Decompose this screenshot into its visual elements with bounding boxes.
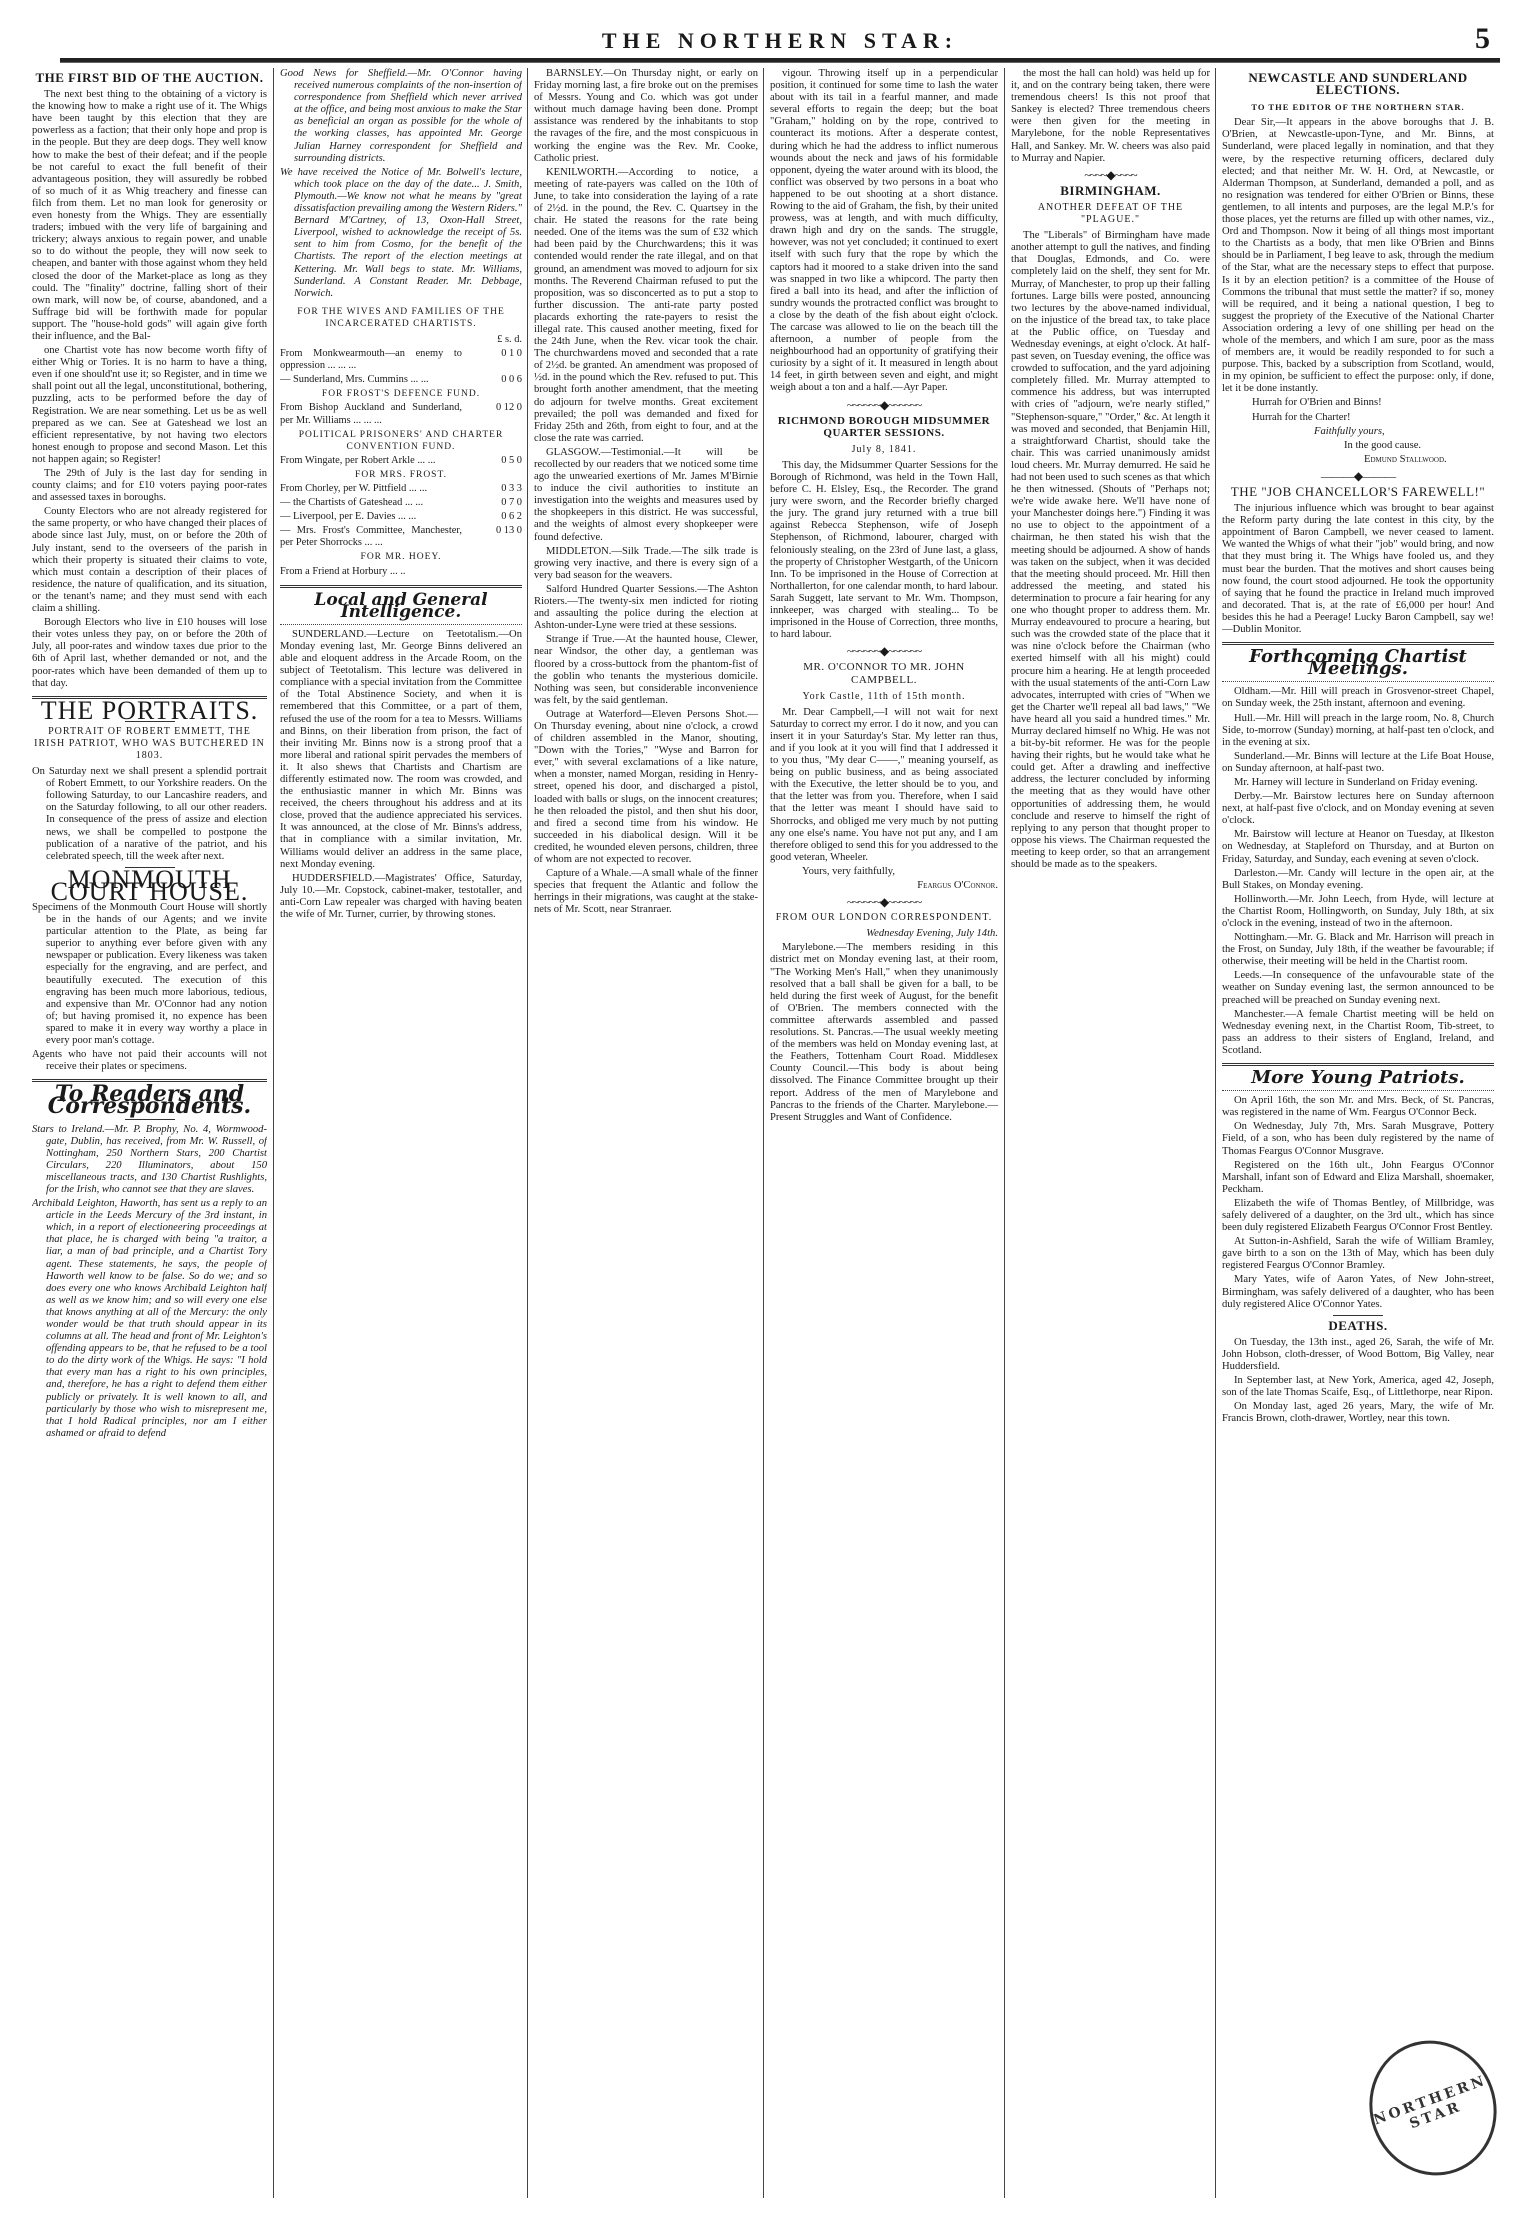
table-row: — Liverpool, per E. Davies ... ... 0 6 2 [280, 511, 522, 523]
dotted-rule [1222, 1090, 1494, 1091]
newspaper-title: THE NORTHERN STAR: [601, 28, 959, 53]
column-divider [763, 68, 764, 2198]
death-item: In September last, at New York, America, aged 42, Joseph, son of the late Thomas Scaife, Esq., of Littlethorpe, near Ripon. [1222, 1375, 1494, 1399]
letter-closing: Faithfully yours, [1314, 425, 1385, 437]
meeting-item: Derby.—Mr. Bairstow lectures here on Sunday afternoon next, at half-past five o'clock, and on Monday evening at seven o'clock. [1222, 791, 1494, 827]
article-body-monmouth: Agents who have not paid their accounts will not receive their plates or specimens. [32, 1049, 267, 1073]
meeting-item: Leeds.—In consequence of the unfavourable state of the weather on Sunday evening last, the sermon announced to be preached will be preached on Sunday evening next. [1222, 970, 1494, 1006]
page-number: 5 [1475, 22, 1490, 55]
article-body-portraits: On Saturday next we shall present a splendid portrait of Robert Emmett, to our Yorkshire readers. On the following Saturday, to our Lancashire readers, and on the Saturday following, to all our other readers. In consequence of the press of assize and election news, we shall be compelled to postpone the publication of a narative of the patriot, and his celebrated speech, till the week after next. [32, 766, 267, 862]
section-title-deaths: DEATHS. [1328, 1317, 1388, 1333]
letter-signature: Feargus O'Connor. [917, 880, 998, 891]
article-title-birmingham: BIRMINGHAM. [1060, 182, 1161, 198]
section-title-local: Local and General Intelligence. [314, 589, 488, 622]
column-divider [1004, 68, 1005, 2198]
register-paragraph: one Chartist vote has now become worth fifty of either Whig or Tories. It is no harm to have a thing, even if one should'nt use it; so Register, and in time we shall point out all the legal, unconstitutional, bothering, puzzling, acts to be performed before the day of Registration. We are near something. Let us be as well prepared as we can. See at Gateshead we lost an efficient representative, by not having two electors honest enough to propose and second Mason. Let this not happen again; so Register! [32, 345, 267, 465]
birth-item: Registered on the 16th ult., John Feargus O'Connor Marshall, infant son of Edward and Eliza Marshall, shoemaker, Peckham. [1222, 1159, 1494, 1195]
column-3 [534, 68, 758, 2198]
article-title-campbell: MR. O'CONNOR TO MR. JOHN CAMPBELL. [803, 661, 965, 686]
news-item-whale: Capture of a Whale.—A small whale of the finner species that frequent the Atlantic and follow the herrings in their migrations, was caught at the stake-nets of Mr. Scott, near Stranraer. [534, 868, 758, 916]
article-title-farewell: THE "JOB CHANCELLOR'S FAREWELL!" [1230, 484, 1486, 499]
letter-closing: Yours, very faithfully, [802, 865, 895, 877]
section-rule [280, 585, 522, 588]
news-item-waterford: Outrage at Waterford—Eleven Persons Shot.—On Thursday evening, about nine o'clock, a crowd of children assembled in the Manor, shouting, "Down with the Tories," "Wyse and Barron for ever," with several exclamations of a like nature, when a monster, named Morgan, residing in Henry-street, opened his door, and discharged a pistol, loaded with balls or slugs, on the innocent creatures; he then reloaded the pistol, and then shut his door, and fired a second time from his window. He succeeded in his diabolical design. Will it be credited, he wounded eleven persons, children, three of whom are not expected to recover. [534, 708, 758, 865]
section-rule [1222, 642, 1494, 645]
section-title-patriots: More Young Patriots. [1251, 1067, 1465, 1089]
birth-item: On Wednesday, July 7th, Mrs. Sarah Musgrave, Pottery Field, of a son, who has been duly registered by the name of Thomas Feargus O'Connor Musgrave. [1222, 1121, 1494, 1157]
article-title-auction: THE FIRST BID OF THE AUCTION. [35, 70, 264, 85]
meeting-item: Sunderland.—Mr. Binns will lecture at the Life Boat House, on Sunday afternoon, at half-past two. [1222, 750, 1494, 774]
meeting-item: Hull.—Mr. Hill will preach in the large room, No. 8, Church Side, to-morrow (Sunday) morning, at half-past ten o'clock, and in the evening at six. [1222, 712, 1494, 748]
meeting-item: Mr. Harney will lecture in Sunderland on Friday evening. [1234, 776, 1478, 788]
masthead [60, 20, 1500, 62]
article-title-newcastle: NEWCASTLE AND SUNDERLAND ELECTIONS. [1248, 70, 1468, 98]
column-4 [770, 68, 998, 2198]
register-paragraph: County Electors who are not already registered for the same property, or who have changed their places of abode since last July, must, on or before the 20th of July instant, send to the overseers of the parish in which their property is situated their claims to vote, which must contain a description of their places of residence, the nature of qualification, and its situation, or the tenant's name; and they must send with each claim a shilling. [32, 506, 267, 615]
article-body-auction: The next best thing to the obtaining of a victory is the knowing how to make a right use of it. The Whigs have been taught by this election that they are powerless as a faction; that their only hope and prop is in the people. But they are deep dogs. They well know how to make the best of their defeat; and if the people be not careful to exact the full benefit of their advantageous position, they will assuredly be robbed of so much of it as Whig treachery and finesse can filch from them. Let no man look for generosity or even honesty from the Whigs. They are essentially traders; imbued with the very life of bargaining and trickery; always anxious to regain power, and unable so to do without the people, they will now seek to cheapen, and banter with those against whom they held closed the door of the Market-place as long as they could. The "finality" doctrine, falling short of their own mark, will now be, of course, abandoned, and a Suffrage bid will be forthwith made for popular support. The "house-hold gods" will again give forth their influence, and the Bal- [32, 89, 267, 342]
table-row: From Wingate, per Robert Arkle ... ... 0 5 0 [280, 454, 522, 466]
short-rule [1333, 1315, 1383, 1316]
register-paragraph: The 29th of July is the last day for sending in county claims; and for £10 voters paying poor-rates and assessed taxes in boroughs. [32, 468, 267, 504]
news-item-huddersfield: HUDDERSFIELD.—Magistrates' Office, Saturday, July 10.—Mr. Copstock, cabinet-maker, testotaller, and anti-Corn Law repealer was charged with having beaten the wife of Mr. Turner, currier, by throwing stones. [280, 872, 522, 920]
ornament-divider: ~~~~~~◆~~~~~~ [846, 397, 922, 412]
letter-line: Hurrah for the Charter! [1252, 411, 1351, 423]
letter-closing: In the good cause. [1344, 439, 1422, 451]
ornament-divider: ———◆——— [1320, 468, 1396, 483]
article-body-richmond: This day, the Midsummer Quarter Sessions for the Borough of Richmond, was held in the Town Hall, before C. H. Elsley, Esq., the Recorder. The grand jury were sworn, and the Recorder briefly charged the jury. The grand jury returned with a true bill against Rebecca Stephenson, wife of Joseph Stephenson, of Richmond, labourer, charged with feloniously stealing, on the 23rd of June last, a glass, the property of Christopher Westgarth, of the Unicorn Inn. To be imprisoned in the House of Correction at Northallerton, for one calendar month, to hard labour. Sarah Suggett, late servant to Mr. Wm. Thompson, innkeeper, was charged with stealing... To be imprisoned in the House of Correction, three months, to hard labour. [770, 459, 998, 641]
article-body-london: Marylebone.—The members residing in this district met on Monday evening last, at their room, "The Working Men's Hall," when they unanimously resolved that a ball shall be given for a ball, to be held during the first week of August, for the benefit of O'Brien. The members connected with the committee afterwards assembled and passed resolutions. St. Pancras.—The usual weekly meeting of the members was held on Monday evening last, at the Feathers, Tottenham Court Road. Middlesex County Council.—This body is about being dissolved. The Finance Committee brought up their report. Address of the men of Marylebone and Pancras to the friends of the Charter. Marylebone.—Present Struggles and Want of Confidence. [770, 942, 998, 1123]
fund-heading: FOR MRS. FROST. [355, 469, 447, 480]
column-2 [280, 68, 522, 2198]
notice-paragraph: We have received the Notice of Mr. Bolwell's lecture, which took place on the day of the date... J. Smith, Plymouth.—We know not what he means by "great dissatisfaction prevailing among the Western Riders." Bernard M'Cartney, of 13, Oxon-Hall Street, Liverpool, wished to acknowledge the receipt of 5s. sent to him from Cosmo, for the benefit of the Chartists. The report of the election meetings at Kettering. Mr. Wall begs to state. Mr. Williams, Sunderland. A Constant Reader. Mr. Debbage, Norwich. [280, 166, 522, 299]
letter-line: Hurrah for O'Brien and Binns! [1252, 397, 1382, 409]
subscription-table [280, 333, 522, 579]
table-row: From Monkwearmouth—an enemy to oppression ... ... ... 0 1 0 [280, 348, 522, 372]
currency-header: £ s. d. [497, 333, 522, 345]
article-body-farewell: The injurious influence which was brought to bear against the Reform party during the late contest in this city, by the appointment of Baron Campbell, we never ceased to lament. We wanted the Whigs of what their "job" would bring, and now that they must bring it. The Whigs have fooled us, and they must bear the burden. That the motives and short causes being now found, the court stood adjourned. He took the opportunity of saying that he found the practice in Ireland much improved and decorated. That is, at the rate of £6,000 per hour! And besides this he had a Peerage! Lucky Baron Campbell, say we!—Dublin Monitor. [1222, 503, 1494, 636]
article-dateline-campbell: York Castle, 11th of 15th month. [802, 690, 966, 702]
article-body-newcastle: Dear Sir,—It appears in the above boroughs that J. B. O'Brien, at Newcastle-upon-Tyne, and Mr. Binns, at Sunderland, were placed legally in nomination, and that they were, by the respective returning officers, declared duly elected; and that neither Mr. W. H. Ord, at Newcastle, or Alderman Thompson, at Sunderland, demanded a poll, and as no resignation was tendered for either O'Brien or Binns, these gentlemen, to all intents and purposes, are the legal M.P.'s for those places, yet the returns are filled up with other names, viz., Ord and Thompson. Now it being of all things most important to the Chartists as a body, that men like O'Brien and Binns should be in Parliament, I beg leave to ask, through the medium of the Star, what are the necessary steps to effect that purpose. Is it by an election petition? is a committee of the House of Commons the tribunal that must settle the matter? if so, money will be required, and it being a national question, I beg to suggest the propriety of the Executive of the National Charter Association ordering a levy of one shilling per head on the whole of the members, and which I am sure, poor as the mass of members are, it would be readily responded to for such a purpose. This, backed by a subscription from Scotland, would, in my opinion, be sufficient to effect the purpose: only, if done, let it be done instantly. [1222, 117, 1494, 395]
article-date-richmond: July 8, 1841. [851, 443, 917, 455]
meeting-item: Manchester.—A female Chartist meeting will be held on Wednesday evening next, in the Chartist Room, Tib-street, to pass an address to their sisters of England, Ireland, and Scotland. [1222, 1008, 1494, 1056]
news-item-sunderland: SUNDERLAND.—Lecture on Teetotalism.—On Monday evening last, Mr. George Binns delivered an able and eloquent address in the Arcade Room, on the subject of Teetotalism. This lecture was delivered in compliance with a special invitation from the Committee of the Total Abstinence Society, and when it is remembered that this Committee, or a part of them, refused the use of the room for a tea to Messrs. Williams and Binns, on their liberation from prison, the fact of their inviting Mr. Binns now is a strong proof that a more liberal and rational spirit pervades the members of it. It also shews that Chartists and Chartism are differently estimated now. The room was crowded, and the enthusiastic manner in which Mr. Binns was received, the cheers throughout his address and at its close, proved that the audience appreciated his services. It was announced, at the close of Mr. Binns's address, that in compliance with a similar invitation, Mr. Williams would deliver an address in the same place, next Monday evening. [280, 628, 522, 870]
section-rule [1222, 1063, 1494, 1066]
fund-heading: FOR MR. HOEY. [360, 552, 442, 563]
article-title-monmouth: MONMOUTH COURT HOUSE. [50, 864, 249, 906]
table-row: From Bishop Auckland and Sunderland, per Mr. Williams ... ... ... 0 12 0 [280, 402, 522, 426]
correspondent-notice: Archibald Leighton, Haworth, has sent us a reply to an article in the Leeds Mercury of the 3rd instant, in which, in a report of electioneering proceedings at that place, he is charged with being "a traitor, a liar, a man of bad principle, and a Chartist Tory agent. These statements, he says, the people of Haworth well know to be false. So do we; and so does every one who knows Archibald Leighton half as well as we know him; and so will every one else that knows anything at all of the Mercury: the only wonder would be that truth should appear in its columns at all. The head and front of Mr. Leighton's offending appears to be, that he refused to be a tool to do the dirty work of the Whigs. He says: "I hold that every man has a right to his own principles, and, therefore, he has a right to defend them either publicly or privately. It is well known to all, and particularly by those who wish to misrepresent me, that I hold Radical principles, nor am I either ashamed or afraid to defend [32, 1198, 267, 1439]
fund-heading: FOR FROST'S DEFENCE FUND. [321, 389, 481, 400]
news-item-strange: Strange if True.—At the haunted house, Clewer, near Windsor, the other day, a gentleman was floored by a cross-buttock from the phantom-fist of the goblin who tenants the mysterious domicile. Nothing was seen, but considerable inconvenience was felt, by the said gentleman. [534, 634, 758, 706]
article-continued: the most the hall can hold) was held up for it, and on the contrary being taken, there were tremendous cheers! Is this not proof that Sankey is elected? Three tremendous cheers were then given for the meeting in Marylebone, for the noble Representatives Hall, and Sankey. Mr. W. cheers was also paid to Murray and Napier. [1011, 68, 1210, 164]
news-item-glasgow: GLASGOW.—Testimonial.—It will be recollected by our readers that we noticed some time ago the unwearied exertions of Mr. James M'Birnie to induce the civil authorities to institute an investigation into the weights and measures used by the shopkeepers in this district. He was successful, and the weights of almost every shopkeeper were found defective. [534, 446, 758, 543]
article-dateline-london: Wednesday Evening, July 14th. [866, 928, 998, 940]
article-body-monmouth: Specimens of the Monmouth Court House will shortly be in the hands of our Agents; and we invite particular attention to the Plate, as being far superior to anything ever before given with any newspaper or publication. Every likeness was taken especially for the engraving, and are perfect, and beautifully executed. The execution of this engraving has been much more laborious, tedious, and expensive than Mr. O'Connor had any notion of; but having promised it, no expence has been spared to make it in every way worthy a place in every poor man's cottage. [32, 902, 267, 1047]
news-item-middleton: MIDDLETON.—Silk Trade.—The silk trade is growing very inactive, and there is every sign of a very bad season for the weavers. [534, 545, 758, 581]
article-title-portraits: THE PORTRAITS. [40, 695, 259, 725]
birth-item: On April 16th, the son Mr. and Mrs. Beck, of St. Pancras, was registered in the name of Wm. Feargus O'Connor Beck. [1222, 1095, 1494, 1119]
column-divider [527, 68, 528, 2198]
birth-item: Mary Yates, wife of Aaron Yates, of New John-street, Birmingham, was safely delivered of a daughter, who has been duly registered Alice O'Connor Yates. [1222, 1274, 1494, 1310]
library-stamp: NORTHERN STAR [1351, 2023, 1516, 2194]
news-item-salford: Salford Hundred Quarter Sessions.—The Ashton Rioters.—The twenty-six men indicted for rioting and assaulting the police during the election at Ashton-under-Lyne were tried at these sessions. [534, 583, 758, 632]
table-row: From a Friend at Horbury ... .. [280, 565, 406, 577]
notice-paragraph: Good News for Sheffield.—Mr. O'Connor having received numerous complaints of the non-insertion of correspondence from Sheffield which never arrived at the office, and being most anxious to make the Star as beneficial an organ as possible for the whole of the working classes, has appointed Mr. George Julian Harney correspondent for Sheffield and surrounding districts. [280, 68, 522, 164]
meeting-item: Mr. Bairstow will lecture at Heanor on Tuesday, at Ilkeston on Wednesday, at Stapleford on Thursday, and at Burton on Friday, Saturday, and Sunday, each evening at seven o'clock. [1222, 829, 1494, 865]
table-row: — the Chartists of Gateshead ... ... 0 7 0 [280, 497, 522, 509]
column-5 [1011, 68, 1210, 2198]
dotted-rule [280, 624, 522, 625]
fund-title: FOR THE WIVES AND FAMILIES OF THE INCARCERATED CHARTISTS. [297, 306, 505, 329]
table-row: From Chorley, per W. Pittfield ... ... 0 3 3 [280, 483, 522, 494]
register-paragraph: Borough Electors who live in £10 houses will lose their votes unless they pay, on or before the 20th of July, all poor-rates and window taxes due prior to the 6th of April last, whether demanded or not, and the poor-rates which have been demanded of them up to that day. [32, 617, 267, 689]
article-subtitle-portraits: PORTRAIT OF ROBERT EMMETT, THE IRISH PATRIOT, WHO WAS BUTCHERED IN 1803. [34, 725, 265, 761]
dotted-rule [1222, 681, 1494, 682]
letter-signature: Edmund Stallwood. [1364, 453, 1447, 465]
meeting-item: Nottingham.—Mr. G. Black and Mr. Harrison will preach in the Frost, on Sunday, July 18th, if the weather be favourable; if otherwise, their meeting will be held in the Chartist room. [1222, 932, 1494, 968]
article-subtitle-newcastle: TO THE EDITOR OF THE NORTHERN STAR. [1251, 102, 1465, 113]
column-6 [1222, 68, 1494, 2198]
article-subtitle-birmingham: ANOTHER DEFEAT OF THE "PLAGUE." [1037, 201, 1184, 226]
article-body-birmingham: The "Liberals" of Birmingham have made another attempt to gull the natives, and finding that Douglas, Edmonds, and Co. were completely laid on the shelf, they sent for Mr. Murray, of Manchester, to prop up their falling fortunes. Large bills were posted, announcing two lectures by the above-named individual, on the injustice of the bread tax, to take place at the Public office, on Tuesday and Wednesday evenings, at eight o'clock. At half-past seven, on Tuesday evening, the office was crowded to suffocation, and the yard adjoining completely filled. Mr. Murray attempted to commence his address, but was interrupted with cries of "adjourn, we're nearly stifled," "Stephenson-square," "Order," &c. At length it was moved and seconded, that Benjamin Hill, a straightforward Chartist, should take the chair. This was carried unanimously amidst loud cheers. Mr. Murray demurred. He said he had not been used to such scenes as that which he then witnessed. (Shouts of "Perhaps not; we're wide awake here. We'll have none of your Manchester doings here.") Finding it was no use to object to the appointment of a chairman, he then stated his wish that the meeting should be adjourned. A show of hands was taken on the subject, when it was decided that the meeting should proceed. Mr. Hill then addressed the meeting, and stated his determination to procure a fair hearing for any one who thought proper to address them. Mr. Murray endeavoured to procure a hearing, but such was the crowded state of the place that it was nine o'clock before the Chairman (who exerted himself with all his might) could procure him a hearing. He at length proceeded with the usual statements of the anti-Corn Law advocates, interrupted with cries of "When we get the Charter we'll repeal all bad laws," "We have heard all you said a hundred times." Mr. Murray declared himself no Whig. He was not a bit-by-bit reformer. He was for the people having their rights, but he would take what he could get. After a drawling and ineffective address, the lecturer concluded by informing the meeting that as they would have other opportunities of addressing them, he would conclude and reserve to himself the right of replying to any person that thought proper to oppose his views. The Chairman requested the meeting to keep order, so that an arrangement should be made as to the speakers. [1011, 230, 1210, 870]
column-divider [273, 68, 274, 2198]
ornament-divider: ~~~~~~◆~~~~~~ [846, 644, 922, 659]
correspondent-notice: Stars to Ireland.—Mr. P. Brophy, No. 4, Wormwood-gate, Dublin, has received, from Mr. W. Russell, of Nottingham, 250 Northern Stars, 200 Chartist Circulars, 220 Illuminators, about 150 miscellaneous tracts, and 130 Chartist Rushlights, for the Irish, who cannot see that they are slaves. [32, 1123, 267, 1195]
ornament-divider: ~~~~◆~~~~ [1084, 167, 1137, 182]
death-item: On Monday last, aged 26 years, Mary, the wife of Mr. Francis Brown, cloth-drawer, Wortley, near this town. [1222, 1401, 1494, 1425]
article-body-campbell: Mr. Dear Campbell,—I will not wait for next Saturday to correct my error. I do it now, and you can insert it in your Saturday's Star. My letter ran thus, and if you look at it you will find that I addressed it to you thus, "My dear C——," meaning yourself, as being on public business, and as being associated with the Executive, the letter should be to you, and that the letter was from you. Therefore, when I said that the letter was meant I should have said to Shorrocks, and obliged me very much by not putting any one else's name. You have not put any, and I am therefore obliged to send this for you addressed to the good veteran, Wheeler. [770, 706, 998, 863]
fund-heading: POLITICAL PRISONERS' AND CHARTER CONVENTION FUND. [298, 429, 504, 452]
birth-item: Elizabeth the wife of Thomas Bentley, of Millbridge, was safely delivered of a daughter, on the 3rd ult., which has since been duly registered Elizabeth Feargus O'Connor Frost Bentley. [1222, 1197, 1494, 1234]
article-title-london: FROM OUR LONDON CORRESPONDENT. [775, 912, 993, 924]
masthead-rule [60, 58, 1500, 63]
table-row: — Mrs. Frost's Committee, Manchester, per Peter Shorrocks ... ... 0 13 0 [280, 525, 522, 549]
section-title-readers: To Readers and Correspondents. [47, 1081, 252, 1120]
column-1 [32, 68, 267, 2198]
meeting-item: Hollinworth.—Mr. John Leech, from Hyde, will lecture at the Chartist Room, Hollingworth, on Sunday, July 18th, at six o'clock in the evening, instead of two in the afternoon. [1222, 893, 1494, 929]
birth-item: At Sutton-in-Ashfield, Sarah the wife of William Bramley, gave birth to a son on the 13th of May, which has been duly registered Feargus O'Connor Bramley. [1222, 1236, 1494, 1272]
table-row: — Sunderland, Mrs. Cummins ... ... 0 0 6 [280, 374, 522, 386]
meeting-item: Darleston.—Mr. Candy will lecture in the open air, at the Bull Stakes, on Monday evening. [1222, 867, 1494, 891]
ornament-divider: ~~~~~~◆~~~~~~ [846, 895, 922, 910]
column-divider [1215, 68, 1216, 2198]
death-item: On Tuesday, the 13th inst., aged 26, Sarah, the wife of Mr. John Hobson, cloth-dresser, of Wood Bottom, Big Valley, near Huddersfield. [1222, 1336, 1494, 1372]
section-title-meetings: Forthcoming Chartist Meetings. [1249, 646, 1467, 680]
news-item-barnsley: BARNSLEY.—On Thursday night, or early on Friday morning last, a fire broke out on the premises of Messrs. Young and Co. which was got under without much damage having been done. Prompt assistance was rendered by the inhabitants to stop the ravages of the fire, and the most conspicuous in working the engine was the Rev. Mr. Cooke, Catholic priest. [534, 68, 758, 164]
news-item-kenilworth: KENILWORTH.—According to notice, a meeting of rate-payers was called on the 10th of June, to take into consideration the laying of a rate of 2½d. in the pound, the Rev. C. Quartsey in the chair. He stated the reasons for the rate being needed. One of the items was the sum of £32 which had been paid by the Churchwardens; this it was contended would render the rate illegal, and on that ground, an amendment was moved to adjourn for six months. The Reverend Chairman refused to put the proposition, was so disconcerted as to put a stop to further discussion. The anti-rate party posted placards exhorting the rate-payers to resist the illegal rate. This caused another meeting, fixed for the 24th June, when the Rev. vicar took the chair. The churchwardens moved and seconded that a rate of 2½d. be granted. An amendment was proposed of ½d. in the pound which the Rev. refused to put. This brought forth another amendment, that the meeting do adjourn for twelve months. Great excitement prevailed; the poll was demanded and fixed for Friday 25th and 26th, from eight to four, and at the close the rate was carried. [534, 166, 758, 444]
meeting-item: Oldham.—Mr. Hill will preach in Grosvenor-street Chapel, on Sunday week, the 25th instant, afternoon and evening. [1222, 686, 1494, 710]
article-title-richmond: RICHMOND BOROUGH MIDSUMMER QUARTER SESSIONS. [777, 414, 991, 439]
news-item-whale-continued: vigour. Throwing itself up in a perpendicular position, it continued for some time to lash the water about with its tail in a fearful manner, and made several efforts to regain the deep; but the boat "Graham," holding on by the rope, contrived to counteract its motions. After a desperate contest, during which he had the address to inflict numerous wounds about the neck and jaws of his formidable opponent, dyeing the water around with its blood, the conflict was observed by two persons in a boat who happened to be out shooting at a short distance. Rowing to the aid of Graham, the fish, by their united prowess, was at length, and with much difficulty, drawn high and dry on the sands. The struggle, however, was not yet concluded; it continued to exert itself with such fury that the rope by which the captors had it moored to a stake driven into the sand was snapped in two like a whipcord. The party then fired a ball into its head, and after the infliction of sundry wounds the protracted conflict was brought to a close by the death of the fish about eight o'clock. The carcase was allowed to lie on the beach till the afternoon, a number of people from the neighbourhood had an opportunity of gratifying their curiosity by a sight of it. It measured in length about 14 feet, in girth between seven and eight, and might weigh about a ton and a half.—Ayr Paper. [770, 68, 998, 394]
